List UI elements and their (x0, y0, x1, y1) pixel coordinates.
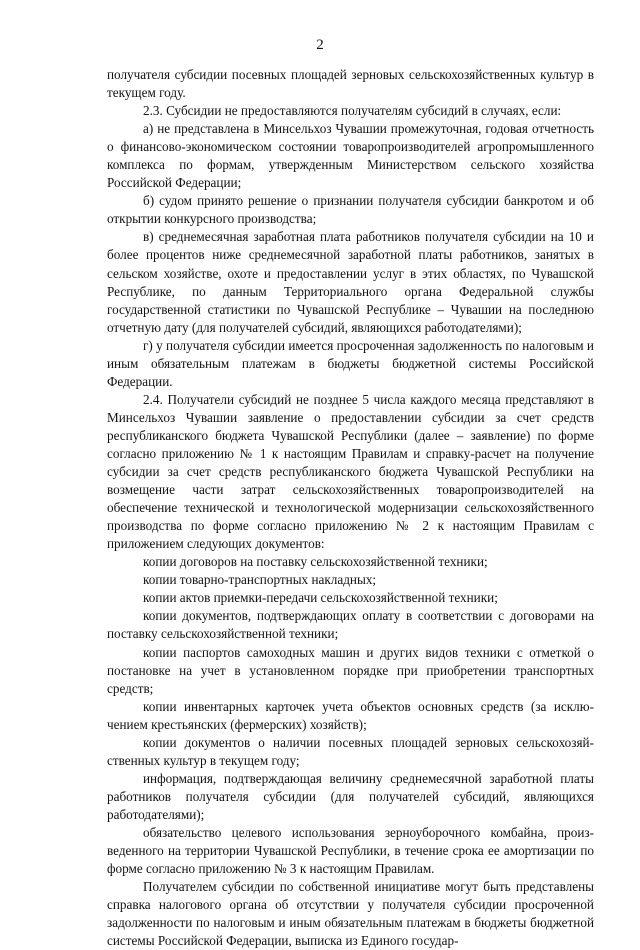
paragraph-p9: копии актов приемки-передачи сельскохозяйственной техники; (143, 590, 498, 606)
page-number: 2 (316, 37, 324, 53)
paragraph-p10: копии документов, подтверждающих оплату в соответствии с договорами на поставку сельскохозяйственной техники; (107, 608, 594, 642)
document-body (107, 66, 594, 950)
paragraph-p13: копии документов о наличии посевных площадей зерновых сельскохозяйственных культур в текущем году; (107, 734, 594, 768)
paragraph-p0: получателя субсидии посевных площадей зерновых сельскохозяйственных культур в текущем году. (107, 67, 594, 101)
paragraph-p16: Получателем субсидии по собственной инициативе могут быть представлены справка налогового органа об отсутствии у получателя субсидии просроченной задолженности по налоговым и иным обязательным платежам в бюджеты бюджетной системы Российской Федерации, выписка из Единого государ- (107, 879, 594, 949)
paragraph-p15: обязательство целевого использования зерноуборочного комбайна, произведенного на территории Чувашской Республики, в течение срока ее амортизации по форме согласно приложению № 3 к настоящим Правилам. (107, 824, 594, 877)
paragraph-p14: информация, подтверждающая величину среднемесячной заработной платы работников получателя субсидии (для получателей субсидий, являющихся работодателями); (107, 770, 594, 822)
paragraph-p2: а) не представлена в Минсельхоз Чувашии промежуточная, годовая отчетность о финансово-экономическом состоянии товаропроизводителей агропромышленного комплекса по формам, утвержденным Министерством сельского хозяйства Российской Федерации; (107, 121, 594, 191)
paragraph-p8: копии товарно-транспортных накладных; (143, 572, 377, 588)
paragraph-p1: 2.3. Субсидии не предоставляются получателям субсидий в случаях, если: (143, 103, 562, 119)
paragraph-p6: 2.4. Получатели субсидий не позднее 5 числа каждого месяца представляют в Минсельхоз Чувашии заявление о предоставлении субсидии за счет средств республиканского бюджета Чувашской Республики (далее – заявление) по форме согласно приложению № 1 к настоящим Правилам и справку-расчет на получение субсидии за счет средств республиканского бюджета Чувашской Республики на возмещение части затрат сельскохозяйственных товаропроизводителей на обеспечение технической и технологической модернизации сельскохозяйственного производства по форме согласно приложению № 2 к настоящим Правилам с приложением следующих документов: (107, 391, 594, 552)
paragraph-p12: копии инвентарных карточек учета объектов основных средств (за исключением крестьянских (фермерских) хозяйств); (107, 698, 594, 732)
paragraph-p4: в) среднемесячная заработная плата работников получателя субсидии на 10 и более процентов ниже среднемесячной заработной платы работников, занятых в сельском хозяйстве, охоте и предоставлении услуг в этих областях, по Чувашской Республике, по данным Территориального органа Федеральной службы государственной статистики по Чувашской Республике – Чувашии на последнюю отчетную дату (для получателей субсидий, являющихся работодателями); (107, 229, 594, 335)
paragraph-p11: копии паспортов самоходных машин и других видов техники с отметкой о постановке на учет в установленном порядке при приобретении транспортных средств; (107, 644, 594, 696)
paragraph-p7: копии договоров на поставку сельскохозяйственной техники; (143, 554, 488, 570)
paragraph-p5: г) у получателя субсидии имеется просроченная задолженность по налоговым и иным обязательным платежам в бюджеты бюджетной системы Российской Федерации. (107, 337, 594, 389)
paragraph-p3: б) судом принято решение о признании получателя субсидии банкротом и об открытии конкурсного производства; (107, 193, 594, 227)
